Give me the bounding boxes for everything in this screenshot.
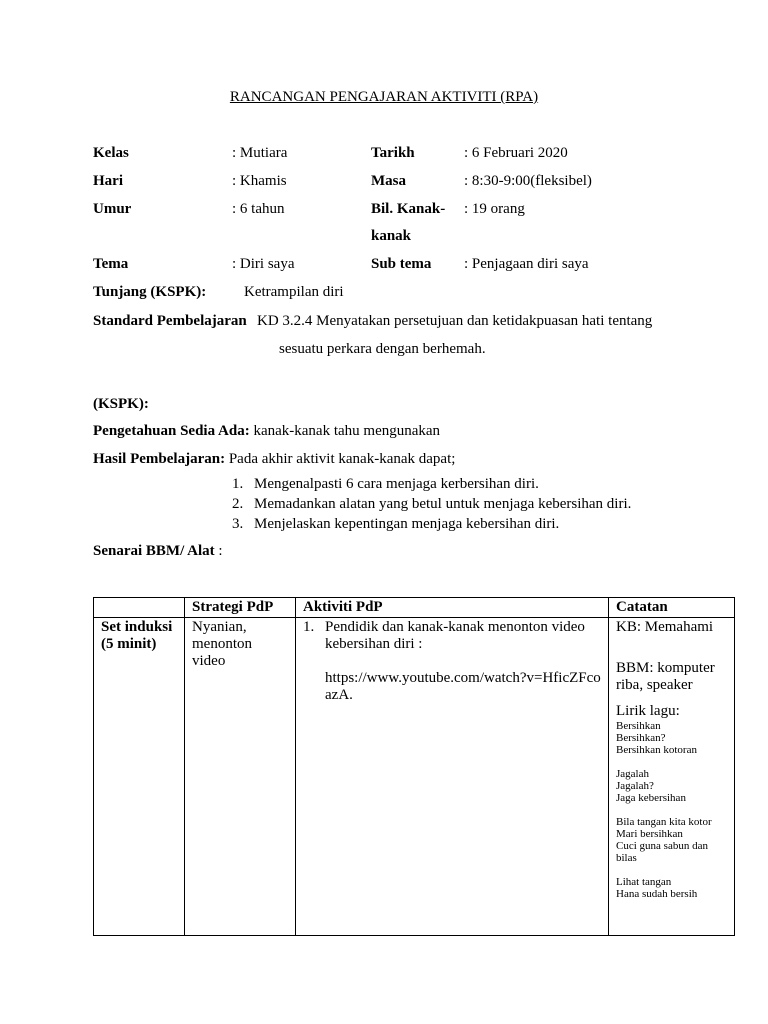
list-item: 2. Memadankan alatan yang betul untuk menjaga kebersihan diri. <box>232 496 632 512</box>
header-strategi: Strategi PdP <box>185 598 296 618</box>
document-title: RANCANGAN PENGAJARAN AKTIVITI (RPA) <box>229 89 539 105</box>
umur-value: : 6 tahun <box>232 201 285 217</box>
header-aktiviti: Aktiviti PdP <box>296 598 609 618</box>
hari-label: Hari <box>93 173 123 189</box>
subtema-label: Sub tema <box>371 256 432 272</box>
table-header-row <box>94 598 735 618</box>
lyrics-stanza: Jagalah Jagalah? Jaga kebersihan <box>616 768 686 804</box>
bil-kanak-label-cont: kanak <box>371 228 412 244</box>
table-row <box>94 618 735 936</box>
senarai-colon: : <box>214 543 223 559</box>
list-item: 1. Mengenalpasti 6 cara menjaga kerbersihan diri. <box>232 476 539 492</box>
lyrics-stanza: Bersihkan Bersihkan? Bersihkan kotoran <box>616 720 697 756</box>
standard-value: KD 3.2.4 Menyatakan persetujuan dan ketidakpuasan hati tentang <box>257 313 653 329</box>
senarai-label: Senarai BBM/ Alat <box>93 543 215 559</box>
masa-value: : 8:30-9:00(fleksibel) <box>464 173 592 189</box>
list-item: 3. Menjelaskan kepentingan menjaga kebersihan diri. <box>232 516 560 532</box>
kspk-heading: (KSPK): <box>93 396 149 412</box>
strategi-cell: Nyanian, menonton video <box>185 618 296 936</box>
subtema-value: : Penjagaan diri saya <box>464 256 589 272</box>
lyrics-stanza: Lihat tangan Hana sudah bersih <box>616 876 698 900</box>
umur-label: Umur <box>93 201 132 217</box>
lirik-label: Lirik lagu: <box>616 703 680 719</box>
phase-name: Set induksi <box>101 619 173 635</box>
pengetahuan-label: Pengetahuan Sedia Ada: <box>93 423 250 439</box>
hari-value: : Khamis <box>232 173 287 189</box>
tarikh-value: : 6 Februari 2020 <box>464 145 568 161</box>
lesson-plan-table <box>93 597 735 936</box>
tema-label: Tema <box>93 256 129 272</box>
tema-value: : Diri saya <box>232 256 295 272</box>
catatan-cell <box>609 618 735 936</box>
hasil-line <box>93 450 455 468</box>
pengetahuan-value: kanak-kanak tahu mengunakan <box>249 423 441 439</box>
senarai-line <box>93 542 223 560</box>
pengetahuan-line <box>93 422 440 440</box>
bil-kanak-label: Bil. Kanak- <box>371 201 446 217</box>
phase-cell <box>94 618 185 936</box>
activity-text: Pendidik dan kanak-kanak menonton video kebersihan diri : <box>325 619 585 652</box>
tunjang-label: Tunjang (KSPK): <box>93 284 207 300</box>
activity-item: 1. Pendidik dan kanak-kanak menonton video kebersihan diri : <box>303 619 601 653</box>
bil-kanak-value: : 19 orang <box>464 201 525 217</box>
catatan-bbm: BBM: komputer riba, speaker <box>616 660 715 693</box>
kelas-label: Kelas <box>93 145 129 161</box>
lyrics-stanza: Bila tangan kita kotor Mari bersihkan Cuci guna sabun dan bilas <box>616 816 712 864</box>
kelas-value: : Mutiara <box>232 145 288 161</box>
header-phase <box>94 598 185 618</box>
tarikh-label: Tarikh <box>371 145 415 161</box>
standard-value-cont: sesuatu perkara dengan berhemah. <box>279 341 486 357</box>
masa-label: Masa <box>371 173 406 189</box>
hasil-value: Pada akhir aktivit kanak-kanak dapat; <box>225 451 456 467</box>
header-catatan: Catatan <box>609 598 735 618</box>
hasil-label: Hasil Pembelajaran: <box>93 451 226 467</box>
phase-duration: (5 minit) <box>101 636 157 652</box>
aktiviti-cell <box>296 618 609 936</box>
standard-label: Standard Pembelajaran <box>93 313 247 329</box>
tunjang-value: Ketrampilan diri <box>244 284 344 300</box>
video-link[interactable]: https://www.youtube.com/watch?v=HficZFcoazA. <box>325 670 601 703</box>
catatan-kb: KB: Memahami <box>616 619 714 635</box>
learning-outcomes-list <box>232 475 631 535</box>
